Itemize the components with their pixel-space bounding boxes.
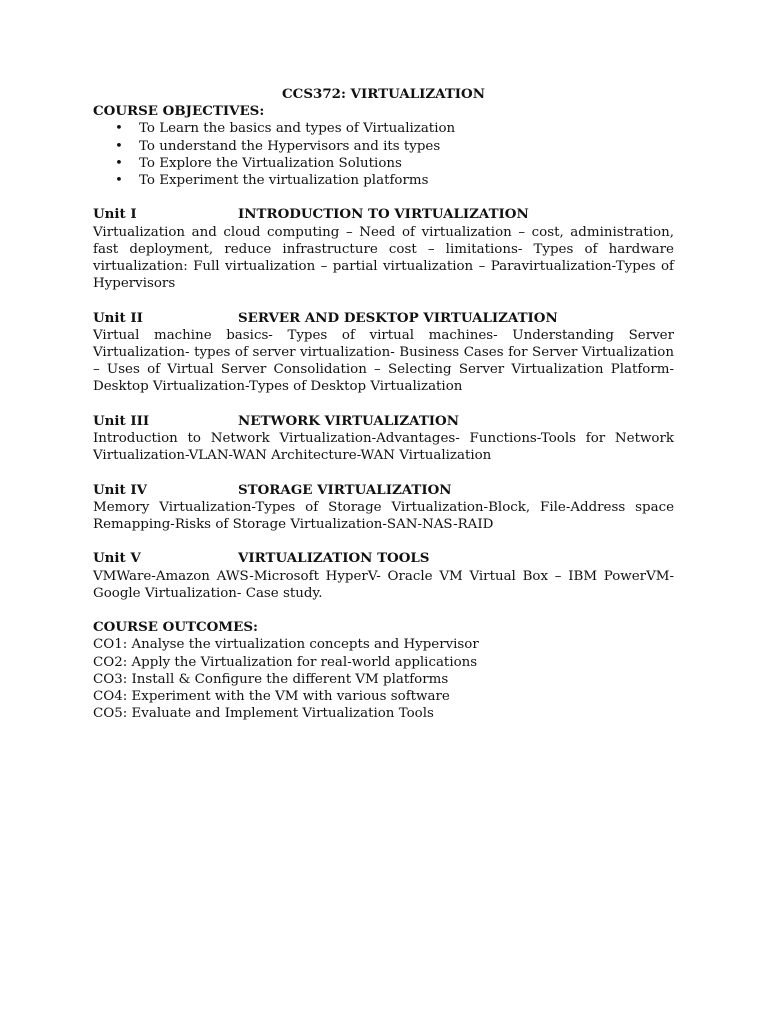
outcomes-section <box>93 619 674 722</box>
unit-section-3 <box>93 413 674 465</box>
objective-text: To Experiment the virtualization platforms <box>139 173 429 189</box>
unit-section-5 <box>93 550 674 602</box>
unit-number: Unit III <box>93 412 150 429</box>
unit-number: Unit V <box>93 550 141 567</box>
objective-item <box>93 120 674 137</box>
unit-heading <box>93 206 674 223</box>
unit-title: STORAGE VIRTUALIZATION <box>238 481 452 498</box>
unit-heading <box>93 482 674 499</box>
bullet-icon: • <box>115 155 123 171</box>
unit-heading <box>93 550 674 567</box>
unit-description: Memory Virtualization-Types of Storage Virtualization-Block, File-Address space Remapping-Risks of Storage Virtualization-SAN-NAS-RAID <box>93 499 674 533</box>
unit-description: VMWare-Amazon AWS-Microsoft HyperV- Oracle VM Virtual Box – IBM PowerVM- Google Virtualization- Case study. <box>93 568 674 601</box>
unit-number: Unit II <box>93 309 143 326</box>
unit-title: VIRTUALIZATION TOOLS <box>238 550 430 567</box>
syllabus-page <box>93 86 674 722</box>
bullet-icon: • <box>115 138 123 154</box>
unit-heading <box>93 310 674 327</box>
unit-title: INTRODUCTION TO VIRTUALIZATION <box>238 206 529 223</box>
unit-heading <box>93 413 674 430</box>
objectives-heading: COURSE OBJECTIVES: <box>93 103 265 120</box>
outcome-item: CO2: Apply the Virtualization for real-world applications <box>93 654 478 670</box>
unit-description: Virtualization and cloud computing – Need of virtualization – cost, administration, fast deployment, reduce infrastructure cost – limitations- Types of hardware virtualization: Full virtualization – partial virtualization – Paravirtualization-Types of Hypervisors <box>93 224 674 292</box>
objective-item <box>93 172 674 189</box>
unit-section-2 <box>93 310 674 396</box>
bullet-icon: • <box>115 121 123 137</box>
objective-text: To understand the Hypervisors and its types <box>139 138 441 154</box>
outcomes-heading: COURSE OUTCOMES: <box>93 619 258 636</box>
unit-number: Unit I <box>93 206 137 223</box>
objectives-list <box>93 120 674 189</box>
unit-number: Unit IV <box>93 481 148 498</box>
outcome-item: CO1: Analyse the virtualization concepts and Hypervisor <box>93 637 479 653</box>
unit-section-4 <box>93 482 674 534</box>
objective-item <box>93 155 674 172</box>
outcome-item: CO4: Experiment with the VM with various software <box>93 689 450 705</box>
objective-text: To Explore the Virtualization Solutions <box>139 155 402 171</box>
objective-item <box>93 138 674 155</box>
unit-description: Introduction to Network Virtualization-Advantages- Functions-Tools for Network Virtualization-VLAN-WAN Architecture-WAN Virtualization <box>93 431 674 464</box>
unit-section-1 <box>93 206 674 292</box>
objective-text: To Learn the basics and types of Virtualization <box>139 121 456 137</box>
unit-description: Virtual machine basics- Types of virtual machines- Understanding Server Virtualization- types of server virtualization- Business Cases for Server Virtualization – Uses of Virtual Server Consolidation – Selecting Server Virtualization Platform-Desktop Virtualization-Types of Desktop Virtualization <box>93 327 674 395</box>
outcome-item: CO5: Evaluate and Implement Virtualization Tools <box>93 706 434 722</box>
bullet-icon: • <box>115 173 123 189</box>
document-title: CCS372: VIRTUALIZATION <box>282 86 485 102</box>
outcome-item: CO3: Install & Configure the different VM platforms <box>93 671 449 687</box>
unit-title: NETWORK VIRTUALIZATION <box>238 412 459 429</box>
unit-title: SERVER AND DESKTOP VIRTUALIZATION <box>238 309 558 326</box>
